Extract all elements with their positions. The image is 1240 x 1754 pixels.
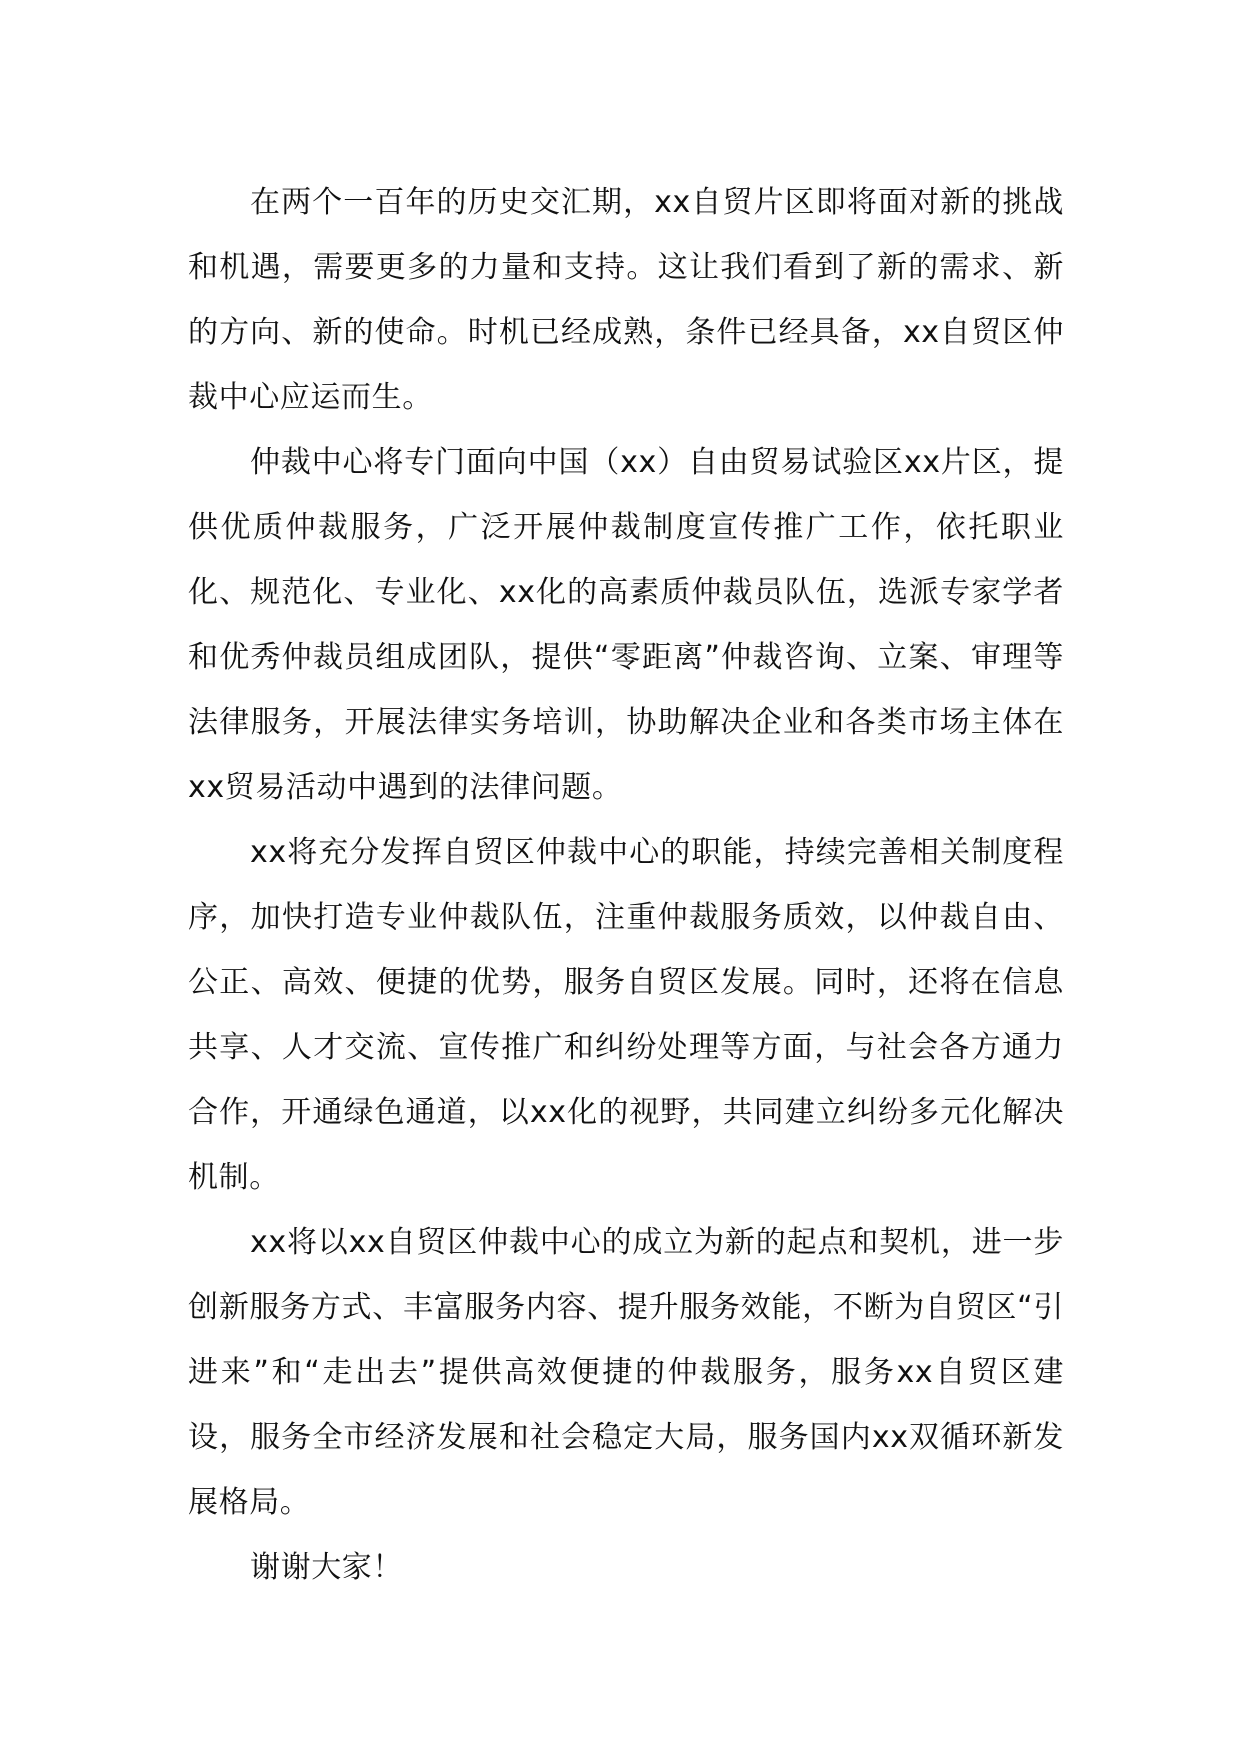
document-body: [188, 170, 1064, 1600]
paragraph-3: xx将充分发挥自贸区仲裁中心的职能，持续完善相关制度程序，加快打造专业仲裁队伍，注重仲裁服务质效，以仲裁自由、公正、高效、便捷的优势，服务自贸区发展。同时，还将在信息共享、人才交流、宣传推广和纠纷处理等方面，与社会各方通力合作，开通绿色通道，以xx化的视野，共同建立纠纷多元化解决机制。: [188, 835, 1064, 1195]
closing-remark: 谢谢大家！: [250, 1550, 403, 1585]
paragraph-4: xx将以xx自贸区仲裁中心的成立为新的起点和契机，进一步创新服务方式、丰富服务内容、提升服务效能，不断为自贸区“引进来”和“走出去”提供高效便捷的仲裁服务，服务xx自贸区建设，服务全市经济发展和社会稳定大局，服务国内xx双循环新发展格局。: [188, 1225, 1064, 1520]
paragraph-1: 在两个一百年的历史交汇期，xx自贸片区即将面对新的挑战和机遇，需要更多的力量和支持。这让我们看到了新的需求、新的方向、新的使命。时机已经成熟，条件已经具备，xx自贸区仲裁中心应运而生。: [188, 185, 1064, 415]
paragraph-2: 仲裁中心将专门面向中国（xx）自由贸易试验区xx片区，提供优质仲裁服务，广泛开展仲裁制度宣传推广工作，依托职业化、规范化、专业化、xx化的高素质仲裁员队伍，选派专家学者和优秀仲裁员组成团队，提供“零距离”仲裁咨询、立案、审理等法律服务，开展法律实务培训，协助解决企业和各类市场主体在xx贸易活动中遇到的法律问题。: [188, 445, 1064, 805]
